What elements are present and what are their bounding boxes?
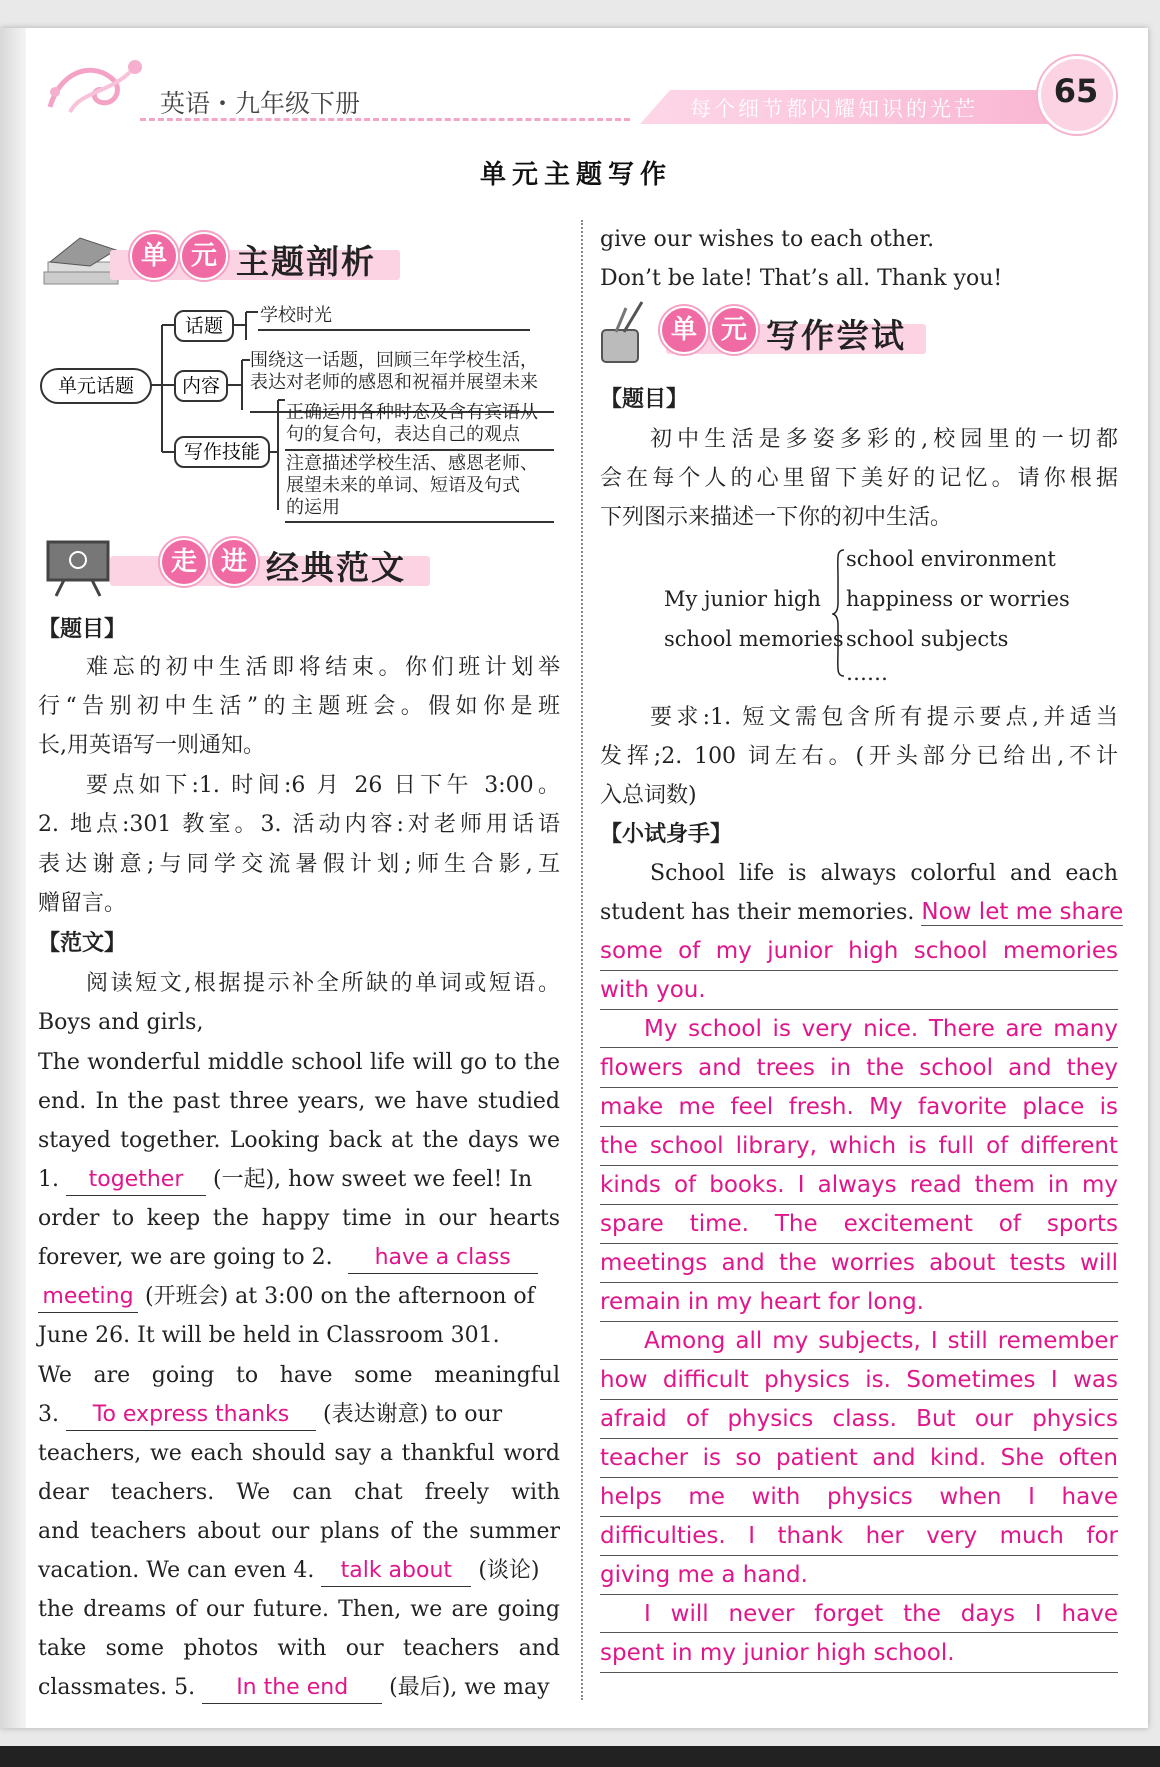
answer-blank-5: In the end — [202, 1673, 382, 1704]
essay-line: end. In the past three years, we have studied — [38, 1089, 560, 1114]
section-circle-char: 单 — [660, 306, 708, 354]
answer-line: make me feel fresh. My favorite place is — [600, 1088, 1118, 1127]
diagram-item: …… — [846, 661, 888, 685]
section-header-writing-attempt — [596, 306, 936, 362]
mind-map-leaf: 围绕这一话题，回顾三年学校生活， — [250, 350, 538, 371]
mind-map-leaf: 句的复合句，表达自己的观点 — [286, 424, 520, 445]
book-spine-shadow — [0, 28, 26, 1728]
essay-line — [38, 1668, 560, 1707]
answer-blank-2: have a class — [348, 1243, 538, 1274]
essay-text: forever, we are going to 2. — [38, 1245, 333, 1270]
column-divider — [581, 220, 583, 1700]
essay-line — [38, 1160, 560, 1199]
essay-text: (开班会) at 3:00 on the afternoon of — [145, 1284, 535, 1309]
answer-line: flowers and trees in the school and they — [600, 1049, 1118, 1088]
mind-map-leaf: 表达对老师的感恩和祝福并展望未来 — [250, 372, 538, 393]
answer-line: Among all my subjects, I still remember — [600, 1322, 1118, 1360]
answer-line: meetings and the worries about tests will — [600, 1244, 1118, 1283]
answer-blank-2-cont: meeting — [38, 1282, 138, 1313]
mind-map-leaf: 的运用 — [286, 497, 340, 518]
essay-text: student has their memories. — [600, 900, 915, 925]
floral-ornament-icon — [40, 52, 150, 122]
answer-blank-3: To express thanks — [66, 1400, 316, 1431]
topic-line: 表达谢意;与同学交流暑假计划;师生合影,互 — [38, 852, 560, 877]
section-header-theme-analysis — [40, 232, 400, 288]
section-circle-char: 元 — [180, 232, 228, 280]
essay-text: (一起), how sweet we feel! In — [213, 1167, 533, 1192]
answer-line: afraid of physics class. But our physics — [600, 1400, 1118, 1439]
blank-number: 3. — [38, 1402, 59, 1427]
blackboard-icon — [44, 538, 114, 598]
diagram-center-label: My junior high — [664, 587, 821, 611]
essay-text: (谈论) — [478, 1558, 540, 1583]
essay-line: The wonderful middle school life will go to the — [38, 1050, 560, 1075]
section-circle-char: 元 — [710, 306, 758, 354]
header-dashed-line — [140, 118, 630, 121]
topic-line: 会在每个人的心里留下美好的记忆。请你根据 — [600, 466, 1118, 491]
section-title: 经典范文 — [266, 548, 406, 587]
essay-line: take some photos with our teachers and — [38, 1636, 560, 1661]
essay-line: teachers, we each should say a thankful word — [38, 1441, 560, 1466]
answer-blank-1: together — [66, 1165, 206, 1196]
topic-line: 长,用英语写一则通知。 — [38, 733, 265, 758]
try-label: 【小试身手】 — [600, 822, 733, 847]
page-title: 单元主题写作 — [480, 160, 673, 190]
answer-line: remain in my heart for long. — [600, 1283, 1118, 1322]
topic-line: 下列图示来描述一下你的初中生活。 — [600, 505, 953, 530]
topic-line: 赠留言。 — [38, 891, 127, 916]
essay-line: order to keep the happy time in our hearts — [38, 1206, 560, 1231]
topic-line: 行“告别初中生活”的主题班会。假如你是班 — [38, 694, 560, 719]
topic-line: 初中生活是多姿多彩的,校园里的一切都 — [650, 427, 1118, 452]
section-header-model-essay — [40, 538, 406, 594]
essay-line — [38, 1551, 560, 1590]
answer-line: spare time. The excitement of sports — [600, 1205, 1118, 1244]
topic-line: 难忘的初中生活即将结束。你们班计划举 — [86, 655, 560, 680]
essay-line: We are going to have some meaningful — [38, 1363, 560, 1388]
answer-line: how difficult physics is. Sometimes I was — [600, 1361, 1118, 1400]
essay-line: School life is always colorful and each — [650, 861, 1118, 886]
topic-line: 要点如下:1. 时间:6 月 26 日下午 3:00。 — [86, 773, 560, 798]
mind-map-leaf: 正确运用各种时态及含有宾语从 — [286, 402, 538, 423]
section-circle-char: 进 — [210, 538, 258, 586]
page-number: 65 — [1053, 72, 1099, 110]
answer-line: kinds of books. I always read them in my — [600, 1166, 1118, 1205]
answer-line: giving me a hand. — [600, 1556, 1118, 1595]
section-circle-char: 走 — [160, 538, 208, 586]
header-motto: 每个细节都闪耀知识的光芒 — [690, 97, 978, 121]
section-title: 写作尝试 — [766, 316, 906, 355]
blank-number: 1. — [38, 1167, 59, 1192]
answer-text: Now let me share — [921, 899, 1124, 925]
section-circle-char: 单 — [130, 232, 178, 280]
answer-line: I will never forget the days I have — [600, 1595, 1118, 1633]
answer-line: spent in my junior high school. — [600, 1634, 1118, 1673]
essay-line: June 26. It will be held in Classroom 301. — [38, 1323, 500, 1348]
essay-line: the dreams of our future. Then, we are going — [38, 1597, 560, 1622]
answer-line: teacher is so patient and kind. She often — [600, 1439, 1118, 1478]
essay-text: vacation. We can even 4. — [38, 1558, 315, 1583]
diagram-center-label: school memories — [664, 627, 844, 651]
answer-line: some of my junior high school memories — [600, 932, 1118, 971]
requirement-line: 要求:1. 短文需包含所有提示要点,并适当 — [650, 705, 1118, 730]
essay-line — [38, 1395, 560, 1434]
topic-line: 2. 地点:301 教室。3. 活动内容:对老师用话语 — [38, 812, 560, 837]
essay-line: Don’t be late! That’s all. Thank you! — [600, 266, 1003, 291]
essay-line: give our wishes to each other. — [600, 227, 935, 252]
answer-line: My school is very nice. There are many — [600, 1010, 1118, 1048]
diagram-item: school subjects — [846, 627, 1009, 651]
essay-line — [38, 1277, 560, 1316]
mind-map-branch-topic: 话题 — [174, 310, 234, 342]
instruction: 阅读短文,根据提示补全所缺的单词或短语。 — [86, 971, 560, 996]
essay-line — [38, 1238, 560, 1277]
mind-map-branch-skills: 写作技能 — [174, 436, 270, 468]
answer-blank-4: talk about — [321, 1556, 471, 1587]
mind-map-leaf: 学校时光 — [260, 305, 332, 326]
diagram-item: happiness or worries — [846, 587, 1070, 611]
memory-diagram — [600, 540, 1118, 690]
mind-map-branch-content: 内容 — [174, 370, 228, 402]
answer-line: difficulties. I thank her very much for — [600, 1517, 1118, 1556]
essay-text: classmates. 5. — [38, 1675, 196, 1700]
answer-line: with you. — [600, 971, 1118, 1010]
mind-map-root: 单元话题 — [40, 368, 152, 404]
diagram-item: school environment — [846, 547, 1056, 571]
essay-line: dear teachers. We can chat freely with — [38, 1480, 560, 1505]
topic-label: 【题目】 — [38, 617, 127, 642]
salutation: Boys and girls, — [38, 1010, 204, 1035]
essay-line — [600, 893, 1124, 932]
mind-map-leaf: 注意描述学校生活、感恩老师、 — [286, 453, 538, 474]
essay-line: stayed together. Looking back at the days we — [38, 1128, 560, 1153]
book-title: 英语・九年级下册 — [160, 89, 361, 118]
topic-label: 【题目】 — [600, 387, 689, 412]
essay-text: (最后), we may — [389, 1675, 550, 1700]
brace-icon — [832, 548, 846, 678]
brush-cup-icon — [596, 300, 656, 366]
mind-map — [40, 300, 560, 530]
essay-line: and teachers about our plans of the summer — [38, 1519, 560, 1544]
answer-line: the school library, which is full of different — [600, 1127, 1118, 1166]
mind-map-leaf: 展望未来的单词、短语及句式 — [286, 475, 520, 496]
requirement-line: 发挥;2. 100 词左右。(开头部分已给出,不计 — [600, 744, 1118, 769]
essay-text: (表达谢意) to our — [323, 1402, 503, 1427]
requirement-line: 入总词数) — [600, 783, 697, 808]
model-label: 【范文】 — [38, 931, 127, 956]
bottom-edge — [0, 1746, 1160, 1767]
section-title: 主题剖析 — [236, 242, 376, 281]
answer-line: helps me with physics when I have — [600, 1478, 1118, 1517]
